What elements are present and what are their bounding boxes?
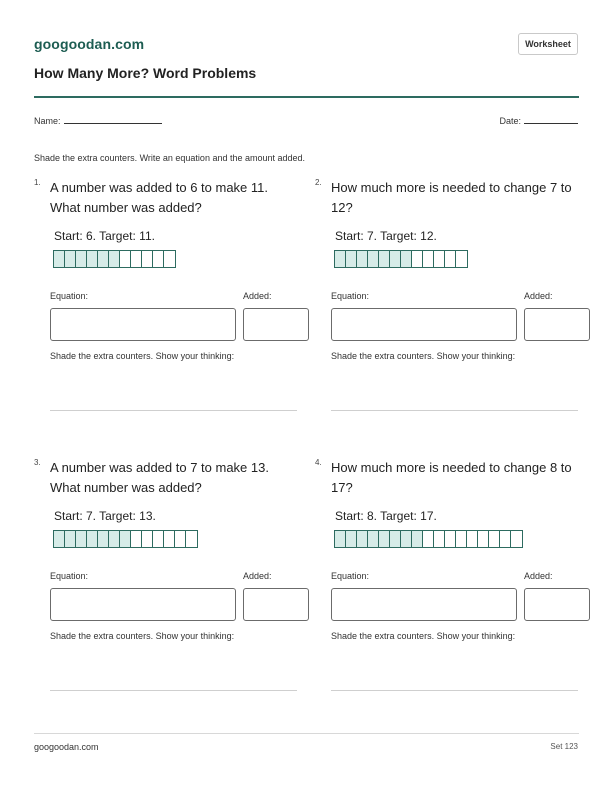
counter-empty[interactable]: [423, 251, 434, 267]
problem-3: [34, 458, 296, 708]
counter-empty[interactable]: [423, 531, 434, 547]
counter-shaded[interactable]: [368, 251, 379, 267]
equation-box[interactable]: [331, 588, 517, 621]
counter-empty[interactable]: [175, 531, 186, 547]
counter-empty[interactable]: [478, 531, 489, 547]
counter-shaded[interactable]: [120, 531, 131, 547]
counter-empty[interactable]: [500, 531, 511, 547]
counter-shaded[interactable]: [335, 531, 346, 547]
page-title: How Many More? Word Problems: [34, 65, 257, 81]
problem-1: [34, 178, 296, 428]
counter-empty[interactable]: [489, 531, 500, 547]
start-target: Start: 7. Target: 13.: [54, 509, 156, 523]
added-label: Added:: [243, 291, 272, 301]
name-label: Name:: [34, 116, 61, 126]
counter-shaded[interactable]: [76, 531, 87, 547]
counter-shaded[interactable]: [98, 531, 109, 547]
counter-empty[interactable]: [434, 251, 445, 267]
counter-strip: [334, 250, 468, 268]
start-target: Start: 7. Target: 12.: [335, 229, 437, 243]
thinking-label: Shade the extra counters. Show your thinking:: [50, 631, 235, 641]
counter-shaded[interactable]: [109, 531, 120, 547]
thinking-line[interactable]: [331, 410, 578, 411]
equation-box[interactable]: [331, 308, 517, 341]
equation-label: Equation:: [50, 571, 89, 581]
thinking-line[interactable]: [50, 410, 297, 411]
counter-empty[interactable]: [153, 531, 164, 547]
counter-shaded[interactable]: [379, 251, 390, 267]
counter-shaded[interactable]: [76, 251, 87, 267]
thinking-label: Shade the extra counters. Show your thinking:: [50, 351, 235, 361]
counter-empty[interactable]: [153, 251, 164, 267]
problem-number: 2.: [315, 178, 322, 187]
thinking-line[interactable]: [50, 690, 297, 691]
thinking-label: Shade the extra counters. Show your thinking:: [331, 351, 516, 361]
problem-number: 4.: [315, 458, 322, 467]
counter-shaded[interactable]: [401, 531, 412, 547]
counter-shaded[interactable]: [390, 251, 401, 267]
problem-question: A number was added to 7 to make 13. What number was added?: [50, 460, 269, 495]
thinking-label: Shade the extra counters. Show your thinking:: [331, 631, 516, 641]
counter-shaded[interactable]: [65, 531, 76, 547]
counter-shaded[interactable]: [346, 531, 357, 547]
counter-empty[interactable]: [412, 251, 423, 267]
added-label: Added:: [524, 571, 553, 581]
equation-box[interactable]: [50, 308, 236, 341]
problem-question: How much more is needed to change 8 to 17?: [331, 460, 572, 495]
counter-shaded[interactable]: [109, 251, 120, 267]
brand-logo-text: googoodan.com: [34, 36, 145, 52]
added-label: Added:: [524, 291, 553, 301]
footer-site: googoodan.com: [34, 742, 99, 752]
counter-shaded[interactable]: [379, 531, 390, 547]
instructions: Shade the extra counters. Write an equation and the amount added.: [34, 153, 306, 163]
footer-divider: [34, 733, 579, 734]
start-target: Start: 6. Target: 11.: [54, 229, 155, 243]
counter-shaded[interactable]: [98, 251, 109, 267]
counter-shaded[interactable]: [390, 531, 401, 547]
counter-shaded[interactable]: [346, 251, 357, 267]
added-label: Added:: [243, 571, 272, 581]
counter-empty[interactable]: [131, 531, 142, 547]
problem-number: 1.: [34, 178, 41, 187]
counter-empty[interactable]: [467, 531, 478, 547]
counter-shaded[interactable]: [54, 251, 65, 267]
counter-shaded[interactable]: [412, 531, 423, 547]
counter-empty[interactable]: [142, 531, 153, 547]
added-box[interactable]: [243, 588, 309, 621]
counter-shaded[interactable]: [87, 251, 98, 267]
title-divider: [34, 96, 579, 98]
counter-shaded[interactable]: [65, 251, 76, 267]
counter-empty[interactable]: [456, 531, 467, 547]
counter-empty[interactable]: [164, 251, 175, 267]
counter-empty[interactable]: [445, 251, 456, 267]
counter-shaded[interactable]: [368, 531, 379, 547]
name-blank[interactable]: [64, 115, 162, 124]
counter-shaded[interactable]: [87, 531, 98, 547]
counter-shaded[interactable]: [401, 251, 412, 267]
counter-empty[interactable]: [456, 251, 467, 267]
counter-shaded[interactable]: [357, 531, 368, 547]
date-label: Date:: [499, 116, 521, 126]
counter-empty[interactable]: [511, 531, 522, 547]
added-box[interactable]: [524, 308, 590, 341]
counter-empty[interactable]: [434, 531, 445, 547]
date-blank[interactable]: [524, 115, 578, 124]
worksheet-badge: Worksheet: [518, 33, 578, 55]
problem-question: How much more is needed to change 7 to 12?: [331, 180, 572, 215]
problem-2: [315, 178, 577, 428]
counter-shaded[interactable]: [357, 251, 368, 267]
counter-empty[interactable]: [142, 251, 153, 267]
counter-empty[interactable]: [120, 251, 131, 267]
counter-strip: [53, 250, 176, 268]
equation-label: Equation:: [50, 291, 89, 301]
counter-shaded[interactable]: [335, 251, 346, 267]
problem-number: 3.: [34, 458, 41, 467]
problem-question: A number was added to 6 to make 11. What number was added?: [50, 180, 269, 215]
equation-label: Equation:: [331, 291, 370, 301]
counter-empty[interactable]: [186, 531, 197, 547]
footer-set: Set 123: [550, 742, 578, 751]
added-box[interactable]: [243, 308, 309, 341]
counter-empty[interactable]: [164, 531, 175, 547]
name-field: [34, 115, 162, 126]
thinking-line[interactable]: [331, 690, 578, 691]
equation-box[interactable]: [50, 588, 236, 621]
counter-shaded[interactable]: [54, 531, 65, 547]
counter-strip: [53, 530, 198, 548]
counter-empty[interactable]: [131, 251, 142, 267]
equation-label: Equation:: [331, 571, 370, 581]
counter-strip: [334, 530, 523, 548]
problem-4: [315, 458, 577, 708]
counter-empty[interactable]: [445, 531, 456, 547]
date-field: [499, 115, 578, 126]
added-box[interactable]: [524, 588, 590, 621]
start-target: Start: 8. Target: 17.: [335, 509, 437, 523]
